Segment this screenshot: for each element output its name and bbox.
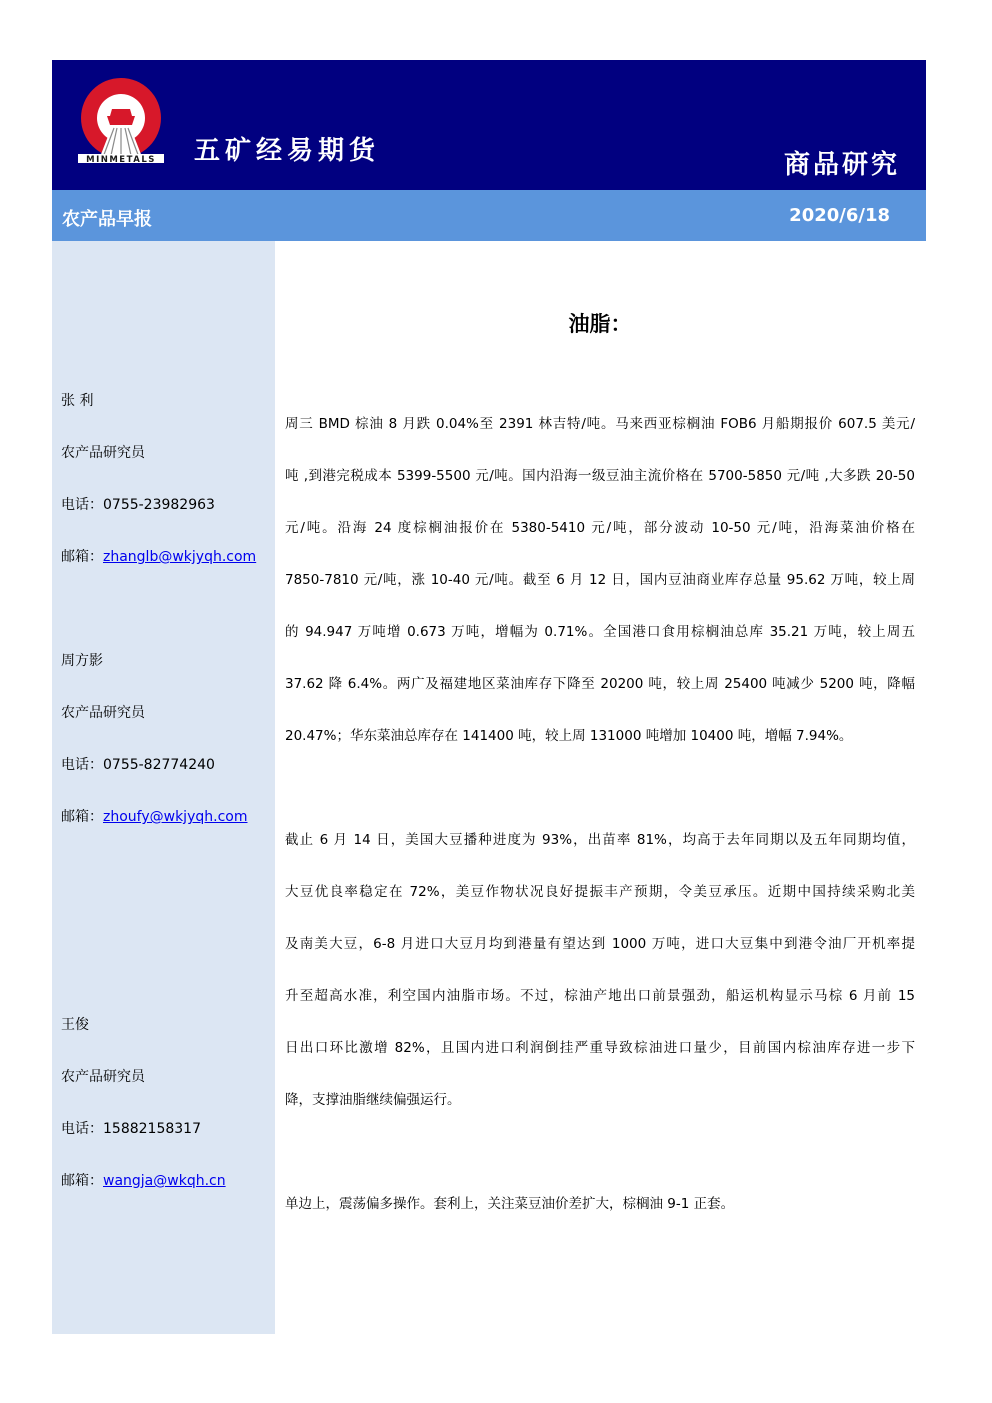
phone-label: 电话： <box>61 757 103 773</box>
phone-number: 15882158317 <box>103 1121 201 1137</box>
email-label: 邮箱： <box>61 549 103 565</box>
analyst-phone <box>61 494 215 514</box>
analyst-role: 农产品研究员 <box>61 445 145 461</box>
company-name: 五矿经易期货 <box>194 136 381 166</box>
paragraph-line: 7850-7810 元/吨，涨 10-40 元/吨。截至 6 月 12 日，国内豆油商业库存总量 95.62 万吨，较上周 <box>285 572 915 588</box>
email-link[interactable]: zhoufy@wkjyqh.com <box>103 809 248 825</box>
paragraph-line: 20.47%；华东菜油总库存在 141400 吨，较上周 131000 吨增加 10400 吨，增幅 7.94%。 <box>285 728 853 744</box>
report-date: 2020/6/18 <box>789 205 890 226</box>
analyst-phone <box>61 754 215 774</box>
analyst-role: 农产品研究员 <box>61 705 145 721</box>
paragraph-line: 周三 BMD 棕油 8 月跌 0.04%至 2391 林吉特/吨。马来西亚棕榈油 FOB6 月船期报价 607.5 美元/ <box>285 416 915 432</box>
paragraph-line: 37.62 降 6.4%。两广及福建地区菜油库存下降至 20200 吨，较上周 25400 吨减少 5200 吨，降幅 <box>285 676 915 692</box>
paragraph-line: 降，支撑油脂继续偏强运行。 <box>285 1092 461 1108</box>
paragraph-line: 单边上，震荡偏多操作。套利上，关注菜豆油价差扩大，棕榈油 9-1 正套。 <box>285 1196 735 1212</box>
phone-label: 电话： <box>61 497 103 513</box>
email-link[interactable]: zhanglb@wkjyqh.com <box>103 549 257 565</box>
analyst-role: 农产品研究员 <box>61 1069 145 1085</box>
paragraph-line: 吨 ,到港完税成本 5399-5500 元/吨。国内沿海一级豆油主流价格在 5700-5850 元/吨 ,大多跌 20-50 <box>285 468 915 484</box>
report-name: 农产品早报 <box>62 209 152 230</box>
paragraph-line: 升至超高水准，利空国内油脂市场。不过，棕油产地出口前景强劲，船运机构显示马棕 6 月前 15 <box>285 988 915 1004</box>
email-label: 邮箱： <box>61 1173 103 1189</box>
paragraph-line: 的 94.947 万吨增 0.673 万吨，增幅为 0.71%。全国港口食用棕榈油总库 35.21 万吨，较上周五 <box>285 624 915 640</box>
analyst-name: 张 利 <box>61 393 94 409</box>
phone-number: 0755-23982963 <box>103 497 215 513</box>
paragraph-line: 截止 6 月 14 日，美国大豆播种进度为 93%，出苗率 81%，均高于去年同期以及五年同期均值， <box>285 832 915 848</box>
analyst-email <box>61 806 247 826</box>
paragraph-line: 大豆优良率稳定在 72%，美豆作物状况良好提振丰产预期，令美豆承压。近期中国持续采购北美 <box>285 884 915 900</box>
phone-number: 0755-82774240 <box>103 757 215 773</box>
analyst-email <box>61 546 256 566</box>
minmetals-logo-icon <box>74 76 168 166</box>
sidebar <box>52 241 275 1334</box>
paragraph-line: 日出口环比激增 82%，且国内进口利润倒挂严重导致棕油进口量少，目前国内棕油库存进一步下 <box>285 1040 915 1056</box>
analyst-phone <box>61 1118 201 1138</box>
analyst-name: 王俊 <box>61 1017 89 1033</box>
analyst-email <box>61 1170 226 1190</box>
paragraph-line: 元/吨。沿海 24 度棕榈油报价在 5380-5410 元/吨，部分波动 10-50 元/吨，沿海菜油价格在 <box>285 520 915 536</box>
section-title: 油脂： <box>568 312 632 336</box>
subheader-bar <box>52 190 926 241</box>
email-label: 邮箱： <box>61 809 103 825</box>
paragraph-line: 及南美大豆，6-8 月进口大豆月均到港量有望达到 1000 万吨，进口大豆集中到港令油厂开机率提 <box>285 936 915 952</box>
header-bar <box>52 60 926 190</box>
analyst-name: 周方影 <box>61 653 103 669</box>
logo-text: MINMETALS <box>86 155 156 165</box>
phone-label: 电话： <box>61 1121 103 1137</box>
section-label: 商品研究 <box>783 150 900 180</box>
email-link[interactable]: wangja@wkqh.cn <box>103 1173 226 1189</box>
